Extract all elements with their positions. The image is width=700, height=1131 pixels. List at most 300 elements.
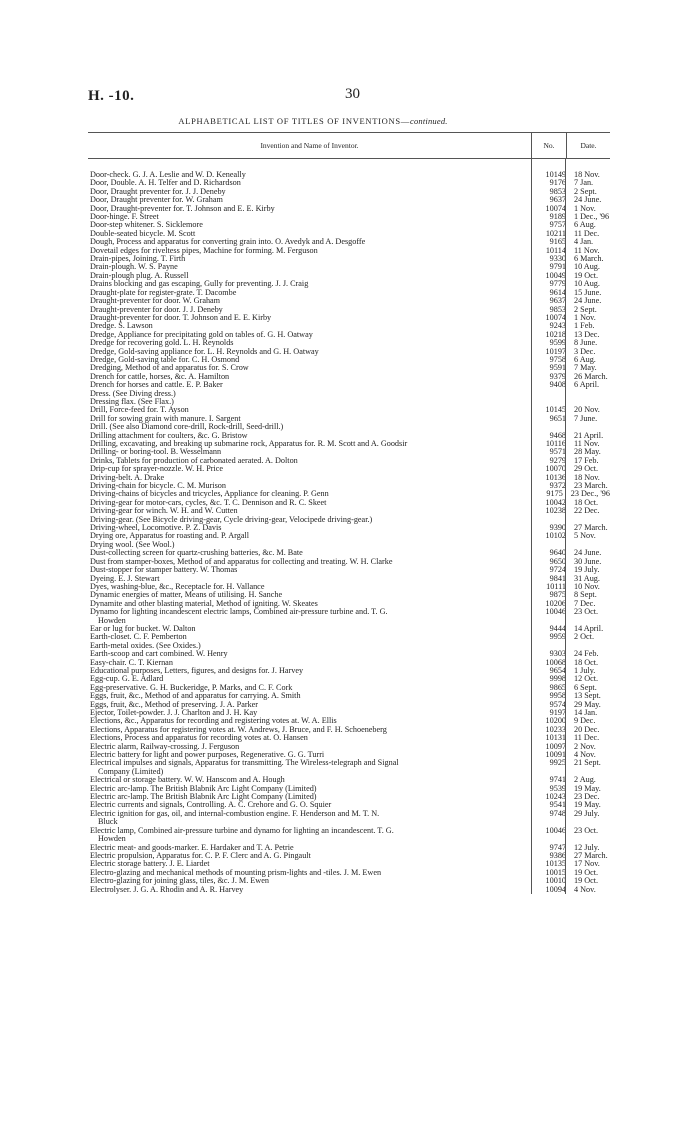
patent-date: 23 Dec. [574, 792, 600, 802]
table-row [88, 835, 610, 843]
table-row [88, 684, 610, 692]
patent-number: 9637 [549, 195, 566, 205]
patent-number: 10131 [545, 733, 566, 743]
invention-title: Electrolyser. J. G. A. Rhodin and A. R. Harvey [90, 885, 244, 894]
invention-title: Driving-gear for winch. W. H. and W. Cutten [90, 507, 238, 516]
table-row [88, 457, 610, 465]
invention-title: Ejector, Toilet-powder. J. J. Charlton and J. H. Kay [90, 709, 258, 717]
invention-title: Earth-metal oxides. (See Oxides.) [90, 641, 201, 650]
table-row [88, 667, 610, 675]
header-invention: Invention and Name of Inventor. [260, 141, 359, 150]
patent-number: 9574 [549, 699, 566, 709]
patent-number: 9651 [549, 413, 566, 423]
table-row [88, 474, 610, 482]
patent-number: 9176 [549, 178, 566, 188]
patent-date: 30 June. [574, 556, 602, 566]
invention-title: Educational purposes, Letters, figures, and designs for. J. Harvey [90, 666, 304, 675]
patent-date: 27 March. [574, 850, 608, 860]
patent-number: 10135 [545, 859, 566, 869]
patent-number: 9875 [549, 590, 566, 600]
patent-number: 9599 [549, 338, 566, 348]
invention-title: Draught-preventer for door. W. Graham [90, 297, 221, 306]
table-row [88, 633, 610, 641]
table-row [88, 810, 610, 818]
table-row [88, 179, 610, 187]
table-row [88, 549, 610, 557]
invention-title: Electric meat- and goods-marker. E. Hardaker and T. A. Petrie [90, 843, 294, 852]
invention-title: Door, Double. A. H. Telfer and D. Richardson [90, 179, 241, 188]
invention-title: Driving-chain for bicycle. C. M. Murison [90, 482, 226, 491]
page-identifier: H. -10. [88, 88, 135, 104]
patent-number: 9468 [549, 430, 566, 440]
patent-number: 10243 [545, 792, 566, 802]
header-date: Date. [566, 133, 610, 158]
list-title-main: ALPHABETICAL LIST OF TITLES OF INVENTIONS— [178, 116, 410, 126]
patent-date: 1 Dec., '96 [574, 212, 610, 222]
table-row [88, 398, 610, 406]
patent-number: 9757 [549, 220, 566, 230]
patent-number: 9539 [549, 783, 566, 793]
invention-title: Ear or lug for bucket. W. Dalton [90, 624, 196, 633]
invention-title: Electric lamp, Combined air-pressure turbine and dynamo for lighting an incandescent. T. G. [90, 826, 394, 835]
patent-number: 9998 [549, 674, 566, 684]
invention-title: Dredge, Appliance for precipitating gold on tables of. G. H. Oatway [90, 330, 313, 339]
invention-title: Drilling attachment for coulters, &c. G. Bristow [90, 431, 248, 440]
patent-number: 9654 [549, 665, 566, 675]
patent-number: 9640 [549, 548, 566, 558]
table-row [88, 465, 610, 473]
table-row [88, 221, 610, 229]
invention-title: Drilling- or boring-tool. B. Wesselmann [90, 448, 222, 457]
invention-title: Dress. (See Diving dress.) [90, 389, 176, 398]
patent-number: 9841 [549, 573, 566, 583]
patent-date: 14 April. [574, 623, 604, 633]
invention-title: Drench for cattle, horses, &c. A. Hamilton [90, 372, 230, 381]
table-row [88, 617, 610, 625]
table-row [88, 642, 610, 650]
invention-title: Driving-gear. (See Bicycle driving-gear, Cycle driving-gear, Velocipede driving-gear.) [90, 515, 373, 524]
patent-number: 9197 [549, 708, 566, 717]
patent-number: 9958 [549, 691, 566, 701]
table-row [88, 768, 610, 776]
patent-number: 9372 [549, 481, 566, 491]
patent-number: 9165 [549, 237, 566, 247]
invention-title: Drill for sowing grain with manure. I. Sargent [90, 414, 241, 423]
patent-date: 23 Oct. [574, 607, 599, 617]
table-row [88, 331, 610, 339]
invention-title: Electro-glazing for joining glass, tiles, &c. J. M. Ewen [90, 877, 269, 886]
table-row [88, 373, 610, 381]
invention-title: Dust-stopper for stamper battery. W. Thomas [90, 566, 238, 575]
table-row [88, 263, 610, 271]
patent-date: 3 Dec. [574, 346, 596, 356]
patent-date: 29 May. [574, 699, 601, 709]
patent-date: 13 Dec. [574, 329, 600, 339]
invention-title: Draught-plate for register-grate. T. Dacombe [90, 288, 237, 297]
table-row [88, 860, 610, 868]
table-row [88, 650, 610, 658]
patent-number: 9243 [549, 321, 566, 331]
table-row [88, 516, 610, 524]
table-row [88, 205, 610, 213]
patent-number: 9865 [549, 682, 566, 692]
invention-title: Double-seated bicycle. M. Scott [90, 229, 196, 238]
table-row [88, 591, 610, 599]
table-row [88, 659, 610, 667]
patent-number: 10238 [545, 506, 566, 516]
patent-number: 10070 [545, 464, 566, 474]
patent-date: 6 March. [574, 254, 604, 264]
patent-number: 9925 [549, 758, 566, 768]
invention-title: Dredge for recovering gold. L. H. Reynolds [90, 339, 234, 348]
patent-number: 9748 [549, 808, 566, 818]
patent-number: 9541 [549, 800, 566, 810]
invention-title: Drinks, Tablets for production of carbonated aerated. A. Dolton [90, 456, 298, 465]
patent-date: 13 Sept. [574, 691, 601, 701]
table-row [88, 499, 610, 507]
table-row [88, 306, 610, 314]
table-row [88, 339, 610, 347]
patent-date: 17 Feb. [574, 455, 599, 465]
patent-number: 10068 [545, 657, 566, 667]
patent-date: 18 Oct. [574, 497, 599, 507]
patent-date: 29 Oct. [574, 464, 599, 474]
invention-title: Electric propulsion, Apparatus for. C. P. F. Clerc and A. G. Pingault [90, 851, 311, 860]
patent-date: 12 July. [574, 842, 600, 852]
table-row [88, 751, 610, 759]
table-row [88, 297, 610, 305]
patent-number: 10097 [545, 741, 566, 751]
patent-date: 21 April. [574, 430, 604, 440]
patent-number: 9614 [549, 287, 566, 297]
invention-title: Egg-preservative. G. H. Buckeridge, P. Marks, and C. F. Cork [90, 683, 293, 692]
patent-number: 9175 [546, 489, 563, 499]
patent-date: 19 July. [574, 565, 600, 575]
invention-title: Elections, Process and apparatus for recording votes at. O. Hansen [90, 734, 308, 743]
patent-number: 10049 [545, 270, 566, 280]
patent-number: 9189 [549, 212, 566, 222]
invention-title: Company (Limited) [98, 767, 164, 776]
patent-number: 9408 [549, 380, 566, 390]
patent-number: 10074 [545, 203, 566, 213]
patent-date: 2 Sept. [574, 304, 597, 314]
invention-title: Drill, Force-feed for. T. Ayson [90, 406, 189, 415]
patent-date: 8 June. [574, 338, 598, 348]
patent-number: 10094 [545, 884, 566, 894]
patent-date: 10 Aug. [574, 279, 600, 289]
patent-number: 9741 [549, 775, 566, 785]
table-row [88, 541, 610, 549]
patent-number: 10233 [545, 724, 566, 734]
patent-number: 10145 [545, 405, 566, 415]
table-row [88, 600, 610, 608]
inventions-table [88, 132, 610, 894]
patent-date: 11 Nov. [574, 439, 600, 448]
invention-title: Draught-preventer for door. T. Johnson and E. E. Kirby [90, 313, 272, 322]
invention-title: Drill. (See also Diamond core-drill, Rock-drill, Seed-drill.) [90, 423, 284, 432]
invention-title: Drilling, excavating, and breaking up submarine rock, Apparatus for. R. M. Scott and A. Goodsir [90, 440, 408, 448]
patent-date: 9 Dec. [574, 716, 596, 726]
patent-date: 2 Nov. [574, 741, 596, 751]
patent-date: 4 Nov. [574, 750, 596, 760]
invention-title: Electric arc-lamp. The British Blabnik Arc Light Company (Limited) [90, 784, 317, 793]
table-row [88, 524, 610, 532]
table-row [88, 818, 610, 826]
invention-title: Door-hinge. F. Street [90, 213, 159, 222]
invention-title: Dyes, washing-blue, &c., Receptacle for. H. Vallance [90, 582, 265, 591]
patent-date: 1 Feb. [574, 321, 595, 331]
table-row [88, 482, 610, 490]
patent-number: 9853 [549, 304, 566, 314]
table-row [88, 356, 610, 364]
list-title-continued: continued. [409, 116, 448, 126]
patent-number: 9571 [549, 447, 566, 457]
invention-title: Dressing flax. (See Flax.) [90, 397, 174, 406]
invention-title: Electric ignition for gas, oil, and internal-combustion engine. F. Henderson and M. T. N. [90, 809, 380, 818]
patent-date: 2 Sept. [574, 186, 597, 196]
invention-title: Door, Draught-preventer for. T. Johnson and E. E. Kirby [90, 204, 275, 213]
patent-date: 19 May. [574, 800, 601, 810]
table-row [88, 776, 610, 784]
patent-number: 9591 [549, 363, 566, 373]
patent-date: 10 Nov. [574, 581, 600, 591]
patent-number: 9650 [549, 556, 566, 566]
patent-number: 10091 [545, 750, 566, 760]
invention-title: Door, Draught preventer for. J. J. Deneby [90, 187, 226, 196]
table-row [88, 314, 610, 322]
invention-title: Draught-preventer for door. J. J. Deneby [90, 305, 223, 314]
table-row [88, 726, 610, 734]
patent-date: 20 Nov. [574, 405, 600, 415]
patent-number: 9959 [549, 632, 566, 642]
invention-title: Eggs, fruit, &c., Method of and apparatus for carrying. A. Smith [90, 692, 301, 701]
patent-number: 10015 [545, 867, 566, 877]
table-row [88, 289, 610, 297]
patent-date: 29 July. [574, 808, 600, 818]
invention-title: Dynamite and other blasting material, Method of igniting. W. Skeates [90, 599, 318, 608]
table-row [88, 869, 610, 877]
patent-date: 24 Feb. [574, 649, 599, 659]
invention-title: Electro-glazing and mechanical methods of mounting prism-lights and -tiles. J. M. Ewen [90, 868, 382, 877]
patent-date: 6 April. [574, 380, 600, 390]
invention-title: Dredge, Gold-saving appliance for. L. H. Reynolds and G. H. Oatway [90, 347, 319, 356]
patent-date: 31 Aug. [574, 573, 600, 583]
patent-date: 26 March. [574, 371, 608, 381]
patent-date: 18 Nov. [574, 170, 600, 179]
invention-title: Electric storage battery. J. E. Liardet [90, 860, 210, 869]
patent-number: 9637 [549, 296, 566, 306]
invention-title: Electrical impulses and signals, Apparatus for transmitting. The Wireless-telegraph and Signal [90, 759, 399, 768]
patent-date: 20 Dec. [574, 724, 600, 734]
patent-number: 10116 [545, 439, 566, 448]
patent-date: 22 Dec. [574, 506, 600, 516]
table-row [88, 532, 610, 540]
table-row [88, 490, 610, 498]
invention-title: Howden [98, 835, 126, 844]
table-row [88, 440, 610, 448]
patent-date: 17 Nov. [574, 859, 600, 869]
page-number: 30 [345, 86, 360, 102]
patent-date: 11 Dec. [574, 733, 600, 743]
patent-number: 10102 [545, 531, 566, 541]
table-row [88, 558, 610, 566]
invention-title: Dredge, Gold-saving table for. C. H. Osmond [90, 355, 240, 364]
table-row [88, 188, 610, 196]
invention-title: Drying ore, Apparatus for roasting and. P. Argall [90, 532, 250, 541]
invention-title: Elections, Apparatus for registering votes at. W. Andrews, J. Bruce, and F. H. Schoeneberg [90, 725, 387, 734]
patent-date: 23 Oct. [574, 825, 599, 835]
patent-date: 4 Jan. [574, 237, 594, 247]
patent-number: 10149 [545, 170, 566, 179]
invention-title: Driving-belt. A. Drake [90, 473, 165, 482]
table-row [88, 272, 610, 280]
patent-date: 23 Dec., '96 [570, 489, 610, 499]
table-row [88, 852, 610, 860]
patent-number: 9379 [549, 371, 566, 381]
invention-title: Drain-plough plug. A. Russell [90, 271, 189, 280]
patent-number: 10010 [545, 876, 566, 886]
table-row [88, 238, 610, 246]
patent-date [568, 390, 610, 398]
invention-title: Drip-cup for sprayer-nozzle. W. H. Price [90, 465, 224, 474]
table-body [88, 159, 610, 894]
patent-number: 9330 [549, 254, 566, 264]
patent-date: 8 Sept. [574, 590, 597, 600]
table-row [88, 759, 610, 767]
list-title [88, 116, 538, 126]
invention-title: Door-check. G. J. A. Leslie and W. D. Keneally [90, 171, 246, 179]
invention-title: Electrical or storage battery. W. W. Hanscom and A. Hough [90, 776, 285, 785]
invention-title: Dredging, Method of and apparatus for. S. Crow [90, 364, 249, 373]
table-row [88, 717, 610, 725]
invention-title: Eggs, fruit, &c., Method of preserving. J. A. Parker [90, 700, 259, 709]
table-row [88, 709, 610, 717]
invention-title: Easy-chair. C. T. Kiernan [90, 658, 173, 667]
patent-number: 9747 [549, 842, 566, 852]
patent-date: 1 Nov. [574, 203, 596, 213]
patent-date: 11 Nov. [574, 245, 600, 255]
table-row [88, 877, 610, 885]
patent-date: 2 Aug. [574, 775, 596, 785]
table-row [88, 415, 610, 423]
patent-number: 10218 [545, 329, 566, 339]
patent-date: 6 Aug. [574, 220, 596, 230]
patent-number: 10111 [546, 581, 566, 591]
patent-number: 10046 [545, 607, 566, 617]
invention-title: Dovetail edges for riveltess pipes, Machine for forming. M. Ferguson [90, 246, 318, 255]
invention-title: Electric alarm, Railway-crossing. J. Ferguson [90, 742, 240, 751]
patent-date: 24 June. [574, 296, 602, 306]
invention-title: Egg-cup. G. E. Adlard [90, 675, 164, 684]
patent-number: 9390 [549, 523, 566, 533]
patent-date: 4 Nov. [574, 884, 596, 894]
patent-date: 6 Aug. [574, 354, 596, 364]
table-row [88, 255, 610, 263]
table-row [88, 322, 610, 330]
table-row [88, 406, 610, 414]
patent-date: 5 Nov. [574, 531, 596, 541]
patent-number: 9758 [549, 354, 566, 364]
patent-date: 7 June. [574, 413, 598, 423]
invention-title: Bluck [98, 818, 118, 827]
table-row [88, 844, 610, 852]
patent-number: 9779 [549, 279, 566, 289]
patent-number: 10042 [545, 497, 566, 507]
patent-number [531, 390, 568, 398]
table-row [88, 583, 610, 591]
header-number: No. [531, 133, 566, 158]
patent-number: 9791 [549, 262, 566, 272]
invention-title: Drench for horses and cattle. E. P. Baker [90, 381, 223, 390]
table-row [88, 793, 610, 801]
table-row [88, 390, 610, 398]
table-row [88, 213, 610, 221]
invention-title: Earth-scoop and cart combined. W. Henry [90, 650, 228, 659]
patent-date: 21 Sept. [574, 758, 601, 768]
invention-title: Electric battery for light and power purposes, Regenerative. G. G. Turri [90, 751, 325, 760]
patent-date: 12 Oct. [574, 674, 599, 684]
patent-number: 10136 [545, 472, 566, 482]
table-row [88, 566, 610, 574]
patent-date: 24 June. [574, 195, 602, 205]
invention-title: Elections, &c., Apparatus for recording and registering votes at. W. A. Ellis [90, 717, 337, 726]
table-row [88, 423, 610, 431]
table-row [88, 364, 610, 372]
table-row [88, 381, 610, 389]
patent-date: 14 Jan. [574, 708, 598, 717]
invention-title: Dust-collecting screen for quartz-crushing batteries, &c. M. Bate [90, 549, 303, 558]
table-row [88, 348, 610, 356]
patent-date: 23 March. [574, 481, 608, 491]
invention-title: Driving-gear for motor-cars, cycles, &c. T. C. Dennison and R. C. Skeet [90, 498, 327, 507]
invention-title: Dynamo for lighting incandescent electric lamps, Combined air-pressure turbine and. T. G. [90, 608, 388, 617]
table-row [88, 743, 610, 751]
patent-date: 27 March. [574, 523, 608, 533]
table-row [88, 701, 610, 709]
patent-date: 2 Oct. [574, 632, 595, 642]
invention-title: Drain-pipes, Joining. T. Firth [90, 255, 186, 264]
invention-title: Driving-wheel, Locomotive. P. Z. Davis [90, 524, 222, 533]
table-row [88, 827, 610, 835]
patent-number: 10197 [545, 346, 566, 356]
patent-number: 9853 [549, 186, 566, 196]
invention-title: Dyeing. E. J. Stewart [90, 574, 160, 583]
invention-title: Door, Draught preventer for. W. Graham [90, 196, 223, 205]
patent-date: 15 June. [574, 287, 602, 297]
patent-date: 7 May. [574, 363, 597, 373]
patent-number: 10046 [545, 825, 566, 835]
patent-number: 9444 [549, 623, 566, 633]
invention-title: Drain-plough. W. S. Payne [90, 263, 178, 272]
invention-title: Dough, Process and apparatus for converting grain into. O. Avedyk and A. Desgoffe [90, 238, 366, 247]
invention-title: Drains blocking and gas escaping, Gully for preventing. J. J. Craig [90, 280, 309, 289]
patent-number: 9724 [549, 565, 566, 575]
patent-date: 7 Dec. [574, 598, 596, 608]
table-header [88, 133, 610, 159]
invention-title: Dynamic energies of matter, Means of utilising. H. Sanche [90, 591, 283, 600]
table-row [88, 801, 610, 809]
patent-date: 19 Oct. [574, 270, 599, 280]
table-row [88, 448, 610, 456]
invention-title: Drying wool. (See Wool.) [90, 540, 175, 549]
table-row [88, 171, 610, 179]
invention-title: Driving-chains of bicycles and tricycles, Appliance for cleaning. P. Genn [90, 490, 329, 499]
table-row [88, 675, 610, 683]
patent-date: 19 Oct. [574, 876, 599, 886]
patent-number: 10206 [545, 598, 566, 608]
patent-number: 10114 [545, 245, 566, 255]
patent-number: 9279 [549, 455, 566, 465]
